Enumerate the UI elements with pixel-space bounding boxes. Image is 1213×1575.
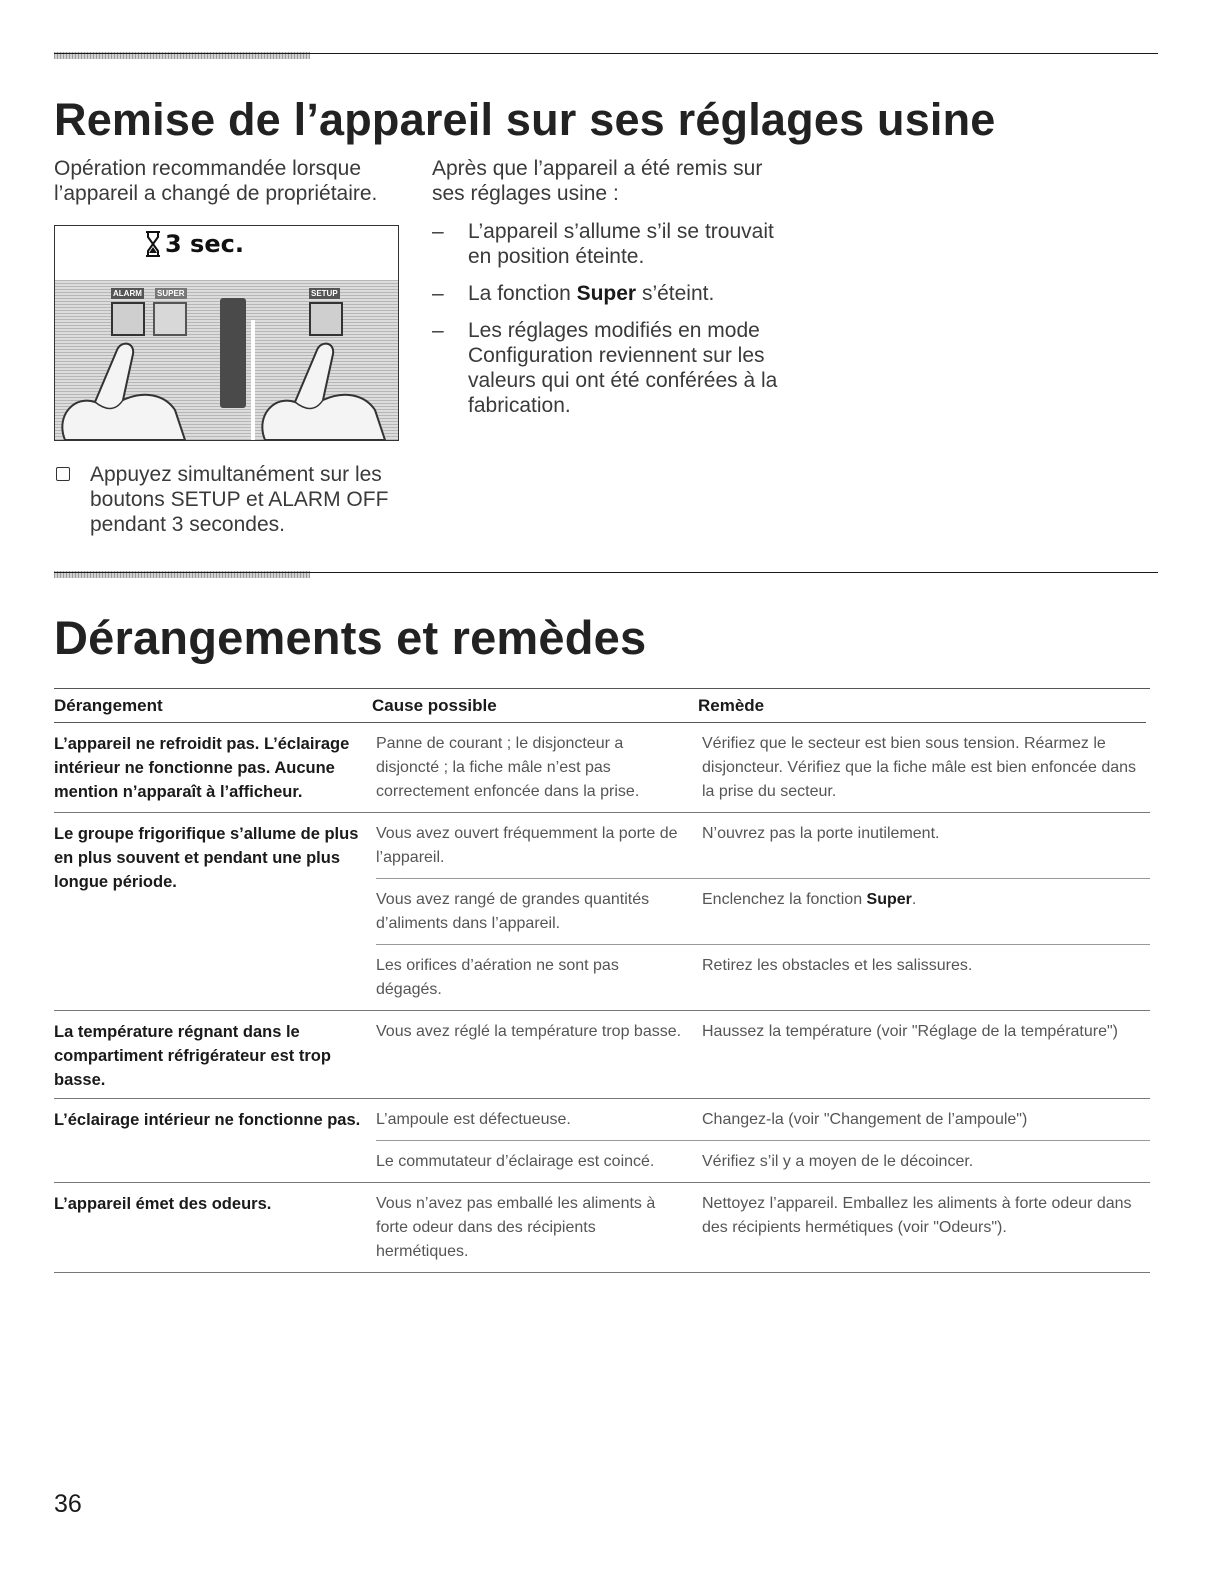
- panel-surface: [55, 280, 398, 440]
- cause-cell: Vous avez ouvert fréquemment la porte de l’appareil.: [376, 825, 678, 866]
- section-divider: [54, 53, 1158, 54]
- problem-cell: Le groupe frigorifique s’allume de plus en plus souvent et pendant une plus longue période.: [54, 825, 359, 891]
- cause-cell: Le commutateur d’éclairage est coincé.: [376, 1153, 655, 1170]
- column-header: Remède: [698, 689, 1146, 723]
- column-header: Dérangement: [54, 689, 372, 723]
- table-header: [54, 688, 1150, 723]
- cause-cell: Vous n’avez pas emballé les aliments à forte odeur dans des récipients hermétiques.: [376, 1195, 656, 1260]
- remedy-cell: Changez-la (voir "Changement de l’ampoule"): [702, 1111, 1028, 1128]
- remedy-cell: Retirez les obstacles et les salissures.: [702, 957, 973, 974]
- list-item: – Les réglages modifiés en mode Configuration reviennent sur les valeurs qui ont été conférées à la fabrication.: [432, 319, 778, 417]
- remedy-cell: Haussez la température (voir "Réglage de la température"): [702, 1023, 1118, 1040]
- column-header: Cause possible: [372, 689, 698, 723]
- timer-text: 3 sec.: [165, 230, 244, 258]
- panel-white-divider: [251, 320, 255, 440]
- section-divider: [54, 572, 1158, 573]
- table-row: [54, 723, 1150, 813]
- display-slot: [220, 298, 246, 408]
- timer-label: [145, 230, 244, 258]
- remedy-cell: Nettoyez l’appareil. Emballez les aliments à forte odeur dans des récipients hermétiques (voir "Odeurs").: [702, 1195, 1132, 1236]
- list-item: – La fonction Super s’éteint.: [432, 282, 715, 305]
- cause-cell: Vous avez rangé de grandes quantités d’aliments dans l’appareil.: [376, 891, 650, 932]
- after-reset-list: [432, 219, 782, 430]
- section-title-troubleshooting: Dérangements et remèdes: [54, 611, 647, 664]
- instruction-text: Appuyez simultanément sur les boutons SETUP et ALARM OFF pendant 3 secondes.: [90, 463, 389, 536]
- section-title-factory-reset: Remise de l’appareil sur ses réglages usine: [54, 94, 996, 145]
- table-row: [54, 1183, 1150, 1273]
- left-hand-icon: [55, 320, 205, 440]
- cause-cell: Vous avez réglé la température trop basse.: [376, 1023, 682, 1040]
- problem-cell: L’appareil ne refroidit pas. L’éclairage intérieur ne fonctionne pas. Aucune mention n’apparaît à l’afficheur.: [54, 735, 350, 801]
- checkbox-icon: [56, 467, 70, 481]
- problem-cell: La température régnant dans le compartiment réfrigérateur est trop basse.: [54, 1023, 331, 1089]
- problem-cell: L’appareil émet des odeurs.: [54, 1195, 272, 1213]
- page-number: 36: [54, 1490, 82, 1518]
- after-reset-intro: Après que l’appareil a été remis sur ses réglages usine :: [432, 157, 763, 205]
- remedy-cell: N’ouvrez pas la porte inutilement.: [702, 825, 940, 842]
- remedy-cell: Vérifiez que le secteur est bien sous tension. Réarmez le disjoncteur. Vérifiez que la fiche mâle est bien enfoncée dans la prise du secteur.: [702, 735, 1137, 800]
- super-label: SUPER: [157, 289, 185, 298]
- cause-cell: L’ampoule est défectueuse.: [376, 1111, 571, 1128]
- cause-cell: Les orifices d’aération ne sont pas dégagés.: [376, 957, 619, 998]
- problem-cell: L’éclairage intérieur ne fonctionne pas.: [54, 1111, 361, 1129]
- troubleshooting-table: [54, 688, 1150, 1273]
- control-panel-illustration: [54, 225, 399, 441]
- cause-cell: Panne de courant ; le disjoncteur a disjoncté ; la fiche mâle n’est pas correctement enfoncée dans la prise.: [376, 735, 640, 800]
- remedy-cell: Vérifiez s’il y a moyen de le décoincer.: [702, 1153, 974, 1170]
- right-hand-icon: [255, 320, 399, 440]
- intro-text: Opération recommandée lorsque l’appareil a changé de propriétaire.: [54, 157, 378, 205]
- remedy-cell: Enclenchez la fonction Super.: [702, 891, 917, 908]
- hourglass-icon: [145, 231, 161, 257]
- table-row: [54, 813, 1150, 1011]
- table-row: [54, 1011, 1150, 1099]
- alarm-label: ALARM: [113, 289, 142, 298]
- list-item: – L’appareil s’allume s’il se trouvait en position éteinte.: [432, 220, 774, 268]
- table-row: [54, 1099, 1150, 1183]
- setup-label: SETUP: [311, 289, 338, 298]
